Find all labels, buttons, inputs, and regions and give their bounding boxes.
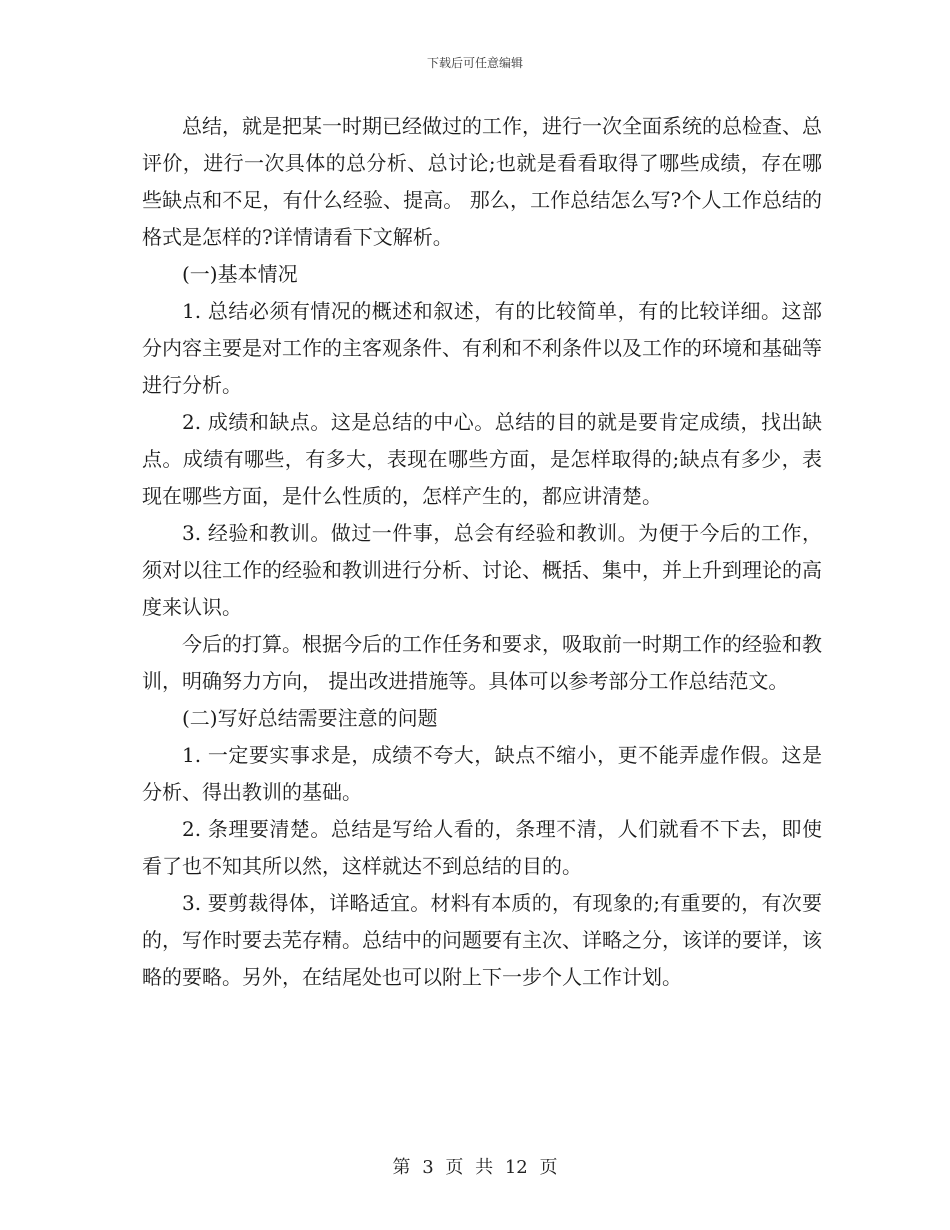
paragraph-plan: 今后的打算。根据今后的工作任务和要求，吸取前一时期工作的经验和教训，明确努力方向， 提出改进措施等。具体可以参考部分工作总结范文。 — [142, 632, 822, 693]
section-heading-notes: (二)写好总结需要注意的问题 — [182, 706, 438, 730]
document-body — [142, 108, 822, 996]
section-heading-basic: (一)基本情况 — [182, 262, 298, 286]
paragraph-item-3: 3. 经验和教训。做过一件事，总会有经验和教训。为便于今后的工作，须对以往工作的经验和教训进行分析、讨论、概括、集中，并上升到理论的高度来认识。 — [142, 521, 822, 619]
header-note: 下载后可任意编辑 — [426, 56, 523, 70]
page-number: 第 3 页 共 12 页 — [392, 1157, 558, 1178]
paragraph-note-2: 2. 条理要清楚。总结是写给人看的，条理不清，人们就看不下去，即使看了也不知其所以然，这样就达不到总结的目的。 — [142, 817, 822, 878]
paragraph-note-1: 1. 一定要实事求是，成绩不夸大，缺点不缩小，更不能弄虚作假。这是分析、得出教训的基础。 — [142, 743, 822, 804]
paragraph-item-1: 1. 总结必须有情况的概述和叙述，有的比较简单，有的比较详细。这部分内容主要是对工作的主客观条件、有利和不利条件以及工作的环境和基础等进行分析。 — [142, 299, 822, 397]
paragraph-note-3: 3. 要剪裁得体，详略适宜。材料有本质的，有现象的;有重要的，有次要的，写作时要去芜存精。总结中的问题要有主次、详略之分，该详的要详，该略的要略。另外，在结尾处也可以附上下一步个人工作计划。 — [142, 891, 822, 989]
paragraph-item-2: 2. 成绩和缺点。这是总结的中心。总结的目的就是要肯定成绩，找出缺点。成绩有哪些，有多大，表现在哪些方面，是怎样取得的;缺点有多少，表现在哪些方面，是什么性质的，怎样产生的，都应讲清楚。 — [142, 410, 822, 508]
paragraph-intro: 总结，就是把某一时期已经做过的工作，进行一次全面系统的总检查、总评价，进行一次具体的总分析、总讨论;也就是看看取得了哪些成绩，存在哪些缺点和不足，有什么经验、提高。 那么，工作总结怎么写?个人工作总结的格式是怎样的?详情请看下文解析。 — [142, 114, 822, 249]
